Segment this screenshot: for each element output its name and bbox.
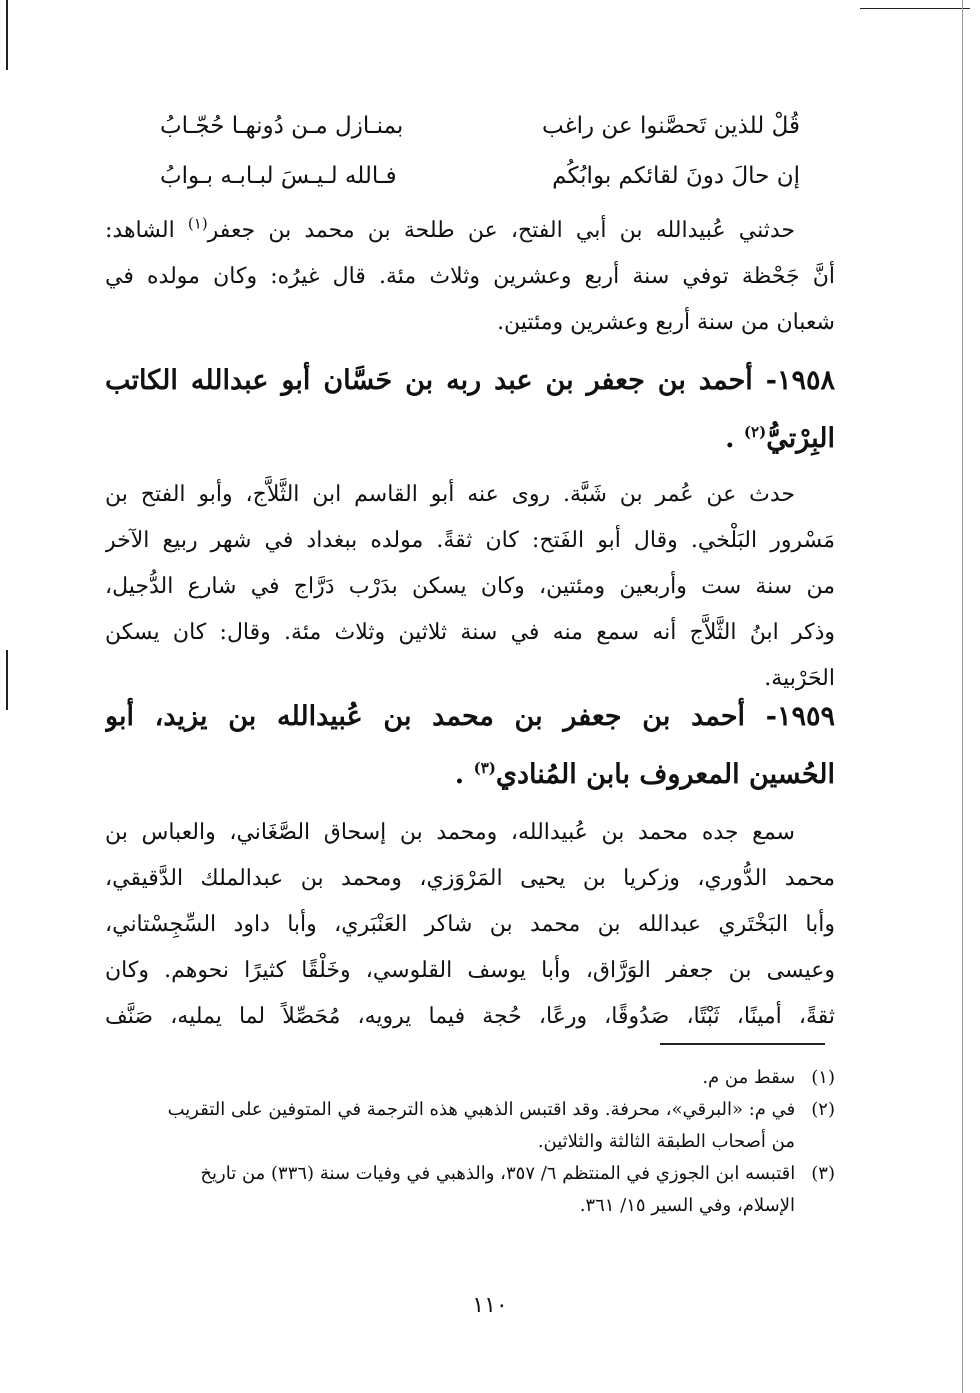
verse-2-second-hemistich: فـالله لـيـسَ لبـابـه بـوابُ: [160, 163, 397, 189]
verse-2-first-hemistich: إن حالَ دونَ لقائكم بوابُكُم: [552, 163, 800, 189]
heading-line: الحُسين المعروف بابن المُنادي$^{(٣)}$ .: [454, 759, 835, 790]
footnote-2: (٢) في م: «البرقي»، محرفة. وقد اقتبس الذهبي هذه الترجمة في المتوفين على التقريب: [105, 1094, 835, 1126]
footnote-number: (٣): [811, 1163, 835, 1184]
entry-body-1959: [105, 810, 835, 1040]
text-line: أنَّ جَحْظة توفي سنة أربع وعشرين وثلاث مئة. قال غيرُه: وكان مولده في: [105, 264, 835, 289]
footnote-number: (٢): [811, 1099, 835, 1120]
footnote-2-continued: من أصحاب الطبقة الثالثة والثلاثين.: [537, 1131, 795, 1152]
entry-heading-1959: [105, 688, 835, 804]
footnote-ref-3[interactable]: (٣): [473, 759, 496, 777]
paragraph-jahza: [105, 208, 835, 346]
text-line: حدث عن عُمر بن شَبَّة. روى عنه أبو القاسم ابن الثَّلاَّج، وأبو الفتح بن: [105, 482, 795, 507]
footnote-ref-1[interactable]: (١): [187, 214, 208, 233]
footnote-number: (١): [811, 1067, 835, 1088]
poem-verse-2: [160, 163, 800, 189]
footnote-1: (١) سقط من م.: [105, 1062, 835, 1094]
footnote-3: (٣) اقتبسه ابن الجوزي في المنتظم ٦/ ٣٥٧، والذهبي في وفيات سنة (٣٣٦) من تاريخ: [105, 1158, 835, 1190]
footnote-ref-2[interactable]: (٢): [743, 423, 767, 441]
text-line: مَسْرور البَلْخي. وقال أبو الفَتح: كان ثقةً. مولده ببغداد في شهر ربيع الآخر: [105, 528, 835, 553]
text-line: محمد الدُّوري، وزكريا بن يحيى المَرْوَزي، ومحمد بن عبدالملك الدَّقيقي،: [105, 866, 835, 891]
text-line: حدثني عُبيدالله بن أبي الفتح، عن طلحة بن محمد بن جعفر$^{(١)}$ الشاهد:: [105, 214, 795, 243]
text-line: شعبان من سنة أربع وعشرين ومئتين.: [497, 310, 835, 335]
text-line: ثقةً، أمينًا، ثَبْتًا، صَدُوقًا، ورعًا، حُجة فيما يرويه، مُحَصِّلاً لما يمليه، صَنَّف: [105, 1004, 835, 1029]
text-line: سمع جده محمد بن عُبيدالله، ومحمد بن إسحاق الصَّغَاني، والعباس بن: [105, 820, 795, 845]
entry-heading-1958: [105, 352, 835, 468]
scan-edge-left: [6, 0, 8, 70]
scan-edge-right: [962, 0, 963, 1393]
text-line: وأبا البَخْتَري عبدالله بن محمد بن شاكر العَنْبَري، وأبا داود السِّجِسْتاني،: [105, 912, 835, 937]
heading-line: ١٩٥٨- أحمد بن جعفر بن عبد ربه بن حَسَّان أبو عبدالله الكاتب: [105, 365, 835, 396]
footnote-3-continued: الإسلام، وفي السير ١٥/ ٣٦١.: [579, 1195, 795, 1216]
scan-edge-left-lower: [6, 650, 8, 710]
heading-line: البِرْتيُّ$^{(٢)}$ .: [725, 423, 835, 454]
poem-verse-1: [160, 113, 800, 139]
text-line: من سنة ست وأربعين ومئتين، وكان يسكن بدَرْب دَرَّاج في شارع الدُّجيل،: [105, 574, 835, 599]
entry-body-1958: [105, 472, 835, 702]
footnotes: [105, 1062, 835, 1222]
verse-1-second-hemistich: بمنـازل مـن دُونهـا حُجّـابُ: [160, 113, 404, 139]
heading-line: ١٩٥٩- أحمد بن جعفر بن محمد بن عُبيدالله بن يزيد، أبو: [105, 701, 835, 732]
scan-edge-top-right: [860, 8, 970, 9]
text-line: وعيسى بن جعفر الوَرَّاق، وأبا يوسف القلوسي، وخَلْقًا كثيرًا نحوهم. وكان: [105, 958, 835, 983]
verse-1-first-hemistich: قُلْ للذين تَحصَّنوا عن راغب: [541, 113, 800, 139]
page-number: ١١٠: [472, 1293, 508, 1318]
text-line: الحَرْبية.: [764, 666, 835, 691]
footnote-separator: [660, 1043, 825, 1045]
text-line: وذكر ابنُ الثَّلاَّج أنه سمع منه في سنة ثلاثين وثلاث مئة. وقال: كان يسكن: [105, 620, 835, 645]
